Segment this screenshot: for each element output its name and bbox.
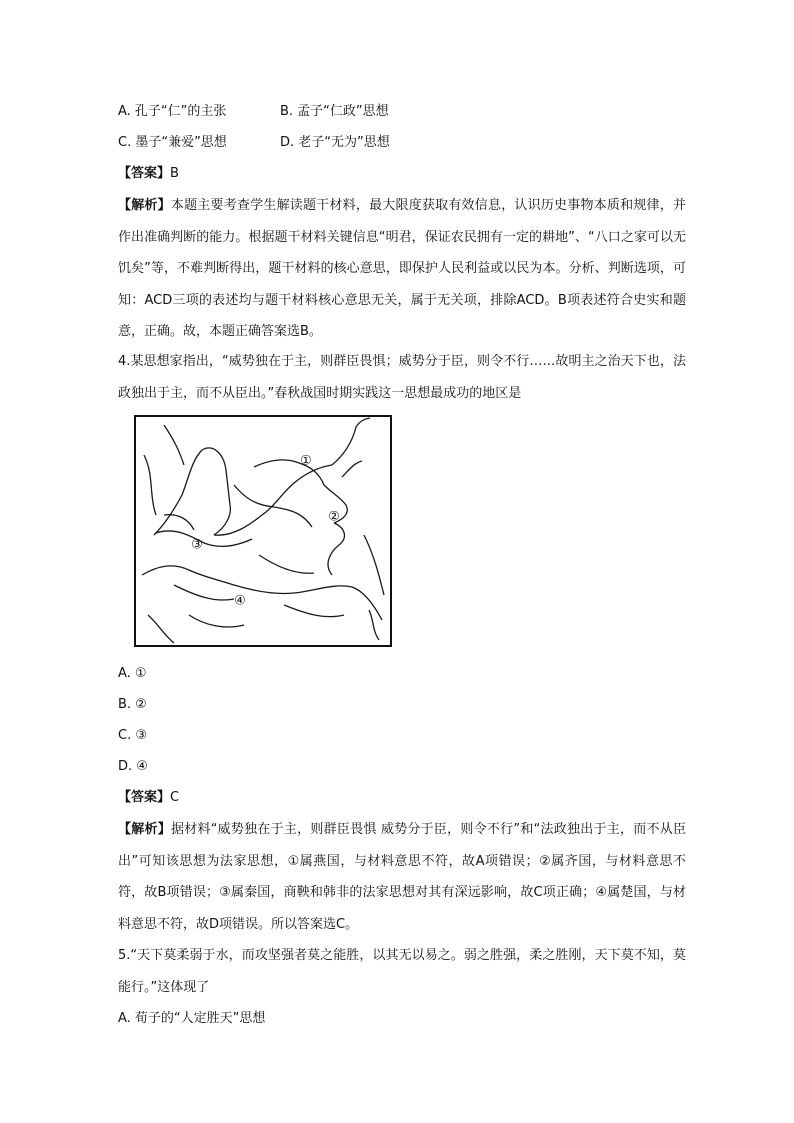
analysis-label: 【解析】 bbox=[118, 822, 171, 837]
map-marker-1: ① bbox=[300, 453, 312, 469]
q4-stem: 4.某思想家指出，“威势独在于主，则群臣畏惧；威势分于臣，则令不行……故明主之治天下也，法政独出于主，而不从臣出。”春秋战国时期实践这一思想最成功的地区是 bbox=[118, 354, 686, 401]
q3-analysis bbox=[118, 190, 686, 348]
answer-label: 【答案】 bbox=[118, 790, 171, 805]
q5-option-a: A. 荀子的“人定胜天”思想 bbox=[118, 1011, 266, 1026]
map-marker-2: ② bbox=[328, 509, 340, 525]
warring-states-map bbox=[134, 415, 392, 647]
q5-stem: 5.“天下莫柔弱于水，而攻坚强者莫之能胜，以其无以易之。弱之胜强，柔之胜刚，天下莫不知，莫能行。”这体现了 bbox=[118, 948, 686, 995]
q3-option-b: B. 孟子“仁政”思想 bbox=[280, 104, 389, 119]
analysis-text: 据材料“威势独在于主，则群臣畏惧 威势分于臣，则令不行”和“法政独出于主，而不从臣出”可知该思想为法家思想，①属燕国，与材料意思不符，故A项错误；②属齐国，与材料意思不符，故B项错误；③属秦国，商鞅和韩非的法家思想对其有深远影响，故C项正确；④属楚国，与材料意思不符，故D项错误。所以答案选C。 bbox=[118, 822, 686, 932]
q4-option-a: A. ① bbox=[118, 666, 147, 681]
q4-option-c: C. ③ bbox=[118, 728, 147, 743]
analysis-text: 本题主要考查学生解读题干材料，最大限度获取有效信息，认识历史事物本质和规律，并作出准确判断的能力。根据题干材料关键信息“明君，保证农民拥有一定的耕地”、“八口之家可以无饥矣”等，不难判断得出，题干材料的核心意思，即保护人民利益或以民为本。分析、判断选项，可知：ACD三项的表述均与题干材料核心意思无关，属于无关项，排除ACD。B项表述符合史实和题意，正确。故，本题正确答案选B。 bbox=[118, 198, 686, 339]
answer-value: C bbox=[170, 790, 180, 805]
q3-option-c: C. 墨子“兼爱”思想 bbox=[118, 135, 227, 150]
map-marker-4: ④ bbox=[234, 593, 246, 609]
q3-option-d: D. 老子“无为”思想 bbox=[280, 135, 390, 150]
q4-option-d: D. ④ bbox=[118, 759, 148, 774]
answer-value: B bbox=[170, 166, 179, 181]
map-marker-3: ③ bbox=[191, 537, 203, 553]
q4-analysis bbox=[118, 814, 686, 940]
answer-label: 【答案】 bbox=[118, 166, 171, 181]
q4-answer bbox=[118, 788, 179, 808]
q3-option-a: A. 孔子“仁”的主张 bbox=[118, 104, 227, 119]
q3-answer bbox=[118, 164, 179, 184]
analysis-label: 【解析】 bbox=[118, 198, 171, 213]
q4-option-b: B. ② bbox=[118, 697, 147, 712]
